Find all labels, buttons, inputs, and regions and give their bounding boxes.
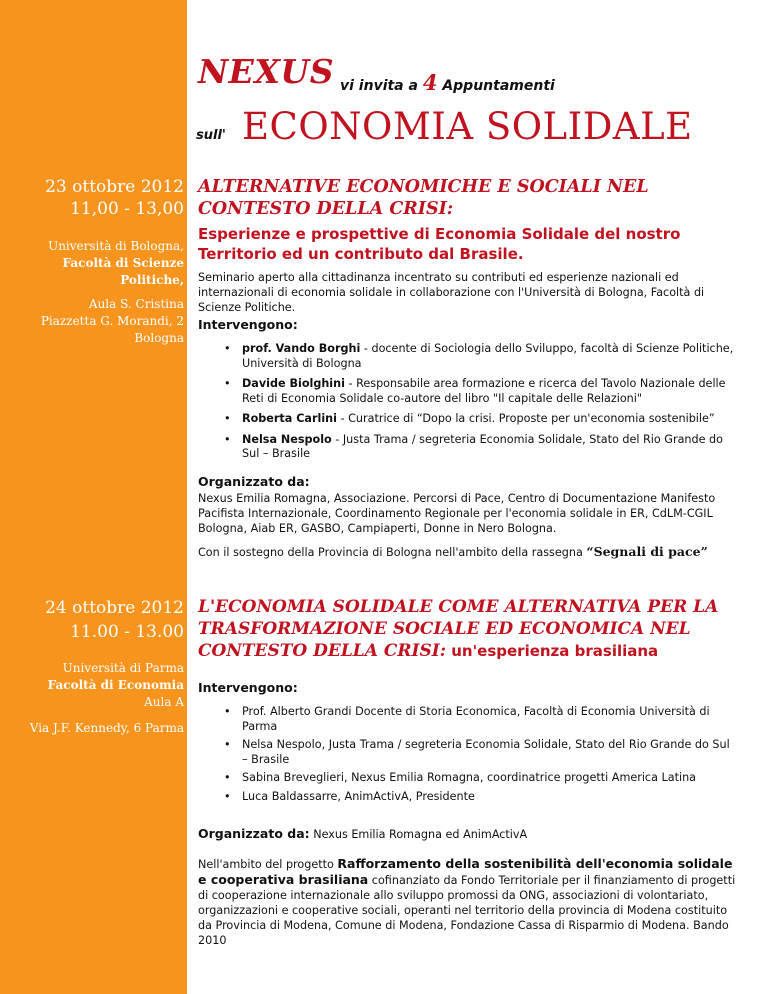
invite-line	[340, 70, 555, 95]
bullet-icon: •	[224, 705, 231, 718]
event1-speakers-label: Intervengono:	[198, 317, 298, 332]
event2-title-suffix: un'esperienza brasiliana	[445, 642, 659, 660]
event1-address: Piazzetta G. Morandi, 2	[40, 314, 184, 328]
event1-time: 11,00 - 13,00	[70, 199, 184, 219]
event2-venue-line2: Facoltà di Economia	[47, 678, 184, 692]
list-item: • Davide Biolghini - Responsabile area formazione e ricerca del Tavolo Nazionale delle Reti di Economia Solidale co-autore del libro "Il capitale delle Relazioni"	[224, 377, 726, 405]
invite-suffix: Appuntamenti	[442, 78, 555, 94]
list-item: • Luca Baldassarre, AnimActivA, Presidente	[224, 789, 475, 803]
event1-speakers-list	[198, 342, 738, 462]
list-item: • prof. Vando Borghi - docente di Sociologia dello Sviluppo, facoltà di Scienze Politiche, Università di Bologna	[224, 342, 734, 370]
sidebar-divider	[187, 0, 190, 994]
bullet-icon: •	[224, 412, 231, 425]
event1-room: Aula S. Cristina	[88, 297, 184, 311]
list-item: • Sabina Breveglieri, Nexus Emilia Romagna, coordinatrice progetti America Latina	[224, 771, 697, 784]
event2-speakers-label: Intervengono:	[198, 680, 298, 695]
invite-number: 4	[422, 70, 438, 95]
event2-date: 24 ottobre 2012	[45, 598, 184, 618]
bullet-icon: •	[224, 789, 231, 803]
event2-venue	[48, 660, 184, 711]
event1-venue	[48, 238, 184, 289]
event1-title: ALTERNATIVE ECONOMICHE E SOCIALI NEL CONTESTO DELLA CRISI:	[198, 177, 649, 219]
event2-section	[198, 596, 738, 948]
event2-organizers: Organizzato da: Nexus Emilia Romagna ed AnimActivA	[198, 826, 528, 841]
event2-venue-line1: Università di Parma	[62, 661, 184, 675]
main-title: ECONOMIA SOLIDALE	[242, 105, 693, 148]
event1-city: Bologna	[134, 331, 184, 345]
sull-label: sull'	[196, 128, 226, 143]
event1-subtitle: Esperienze e prospettive di Economia Solidale del nostro Territorio ed un contributo dal Brasile.	[198, 225, 681, 263]
event2-project: Nell'ambito del progetto Rafforzamento della sostenibilità dell'economia solidale e cooperativa brasiliana cofinanziato da Fondo Territoriale per il finanziamento di progetti di cooperazione internazionale allo sviluppo promossi da ONG, associazioni di volontariato, organizzazioni e cooperative sociali, operanti nel territorio della provincia di Modena costituito da Provincia di Modena, Comune di Modena, Fondazione Cassa di Risparmio di Modena. Bando 2010	[198, 856, 736, 947]
event1-organizers-label: Organizzato da:	[198, 473, 310, 489]
event1-venue-line1: Università di Bologna,	[48, 239, 184, 253]
event1-venue-line3: Politiche,	[120, 273, 184, 287]
bullet-icon: •	[224, 771, 231, 784]
list-item: • Prof. Alberto Grandi Docente di Storia Economica, Facoltà di Economia Università di Parma	[224, 705, 710, 733]
orange-sidebar	[0, 0, 187, 994]
event1-support: Con il sostegno della Provincia di Bologna nell'ambito della rassegna “Segnali di pace”	[198, 543, 708, 559]
event2-organizers-label: Organizzato da:	[198, 826, 310, 841]
nexus-title: NEXUS	[198, 52, 335, 91]
event2-title: L'ECONOMIA SOLIDALE COME ALTERNATIVA PER LA TRASFORMAZIONE SOCIALE ED ECONOMICA NEL CONTESTO DELLA CRISI: un'esperienza brasiliana	[198, 597, 719, 661]
list-item: • Roberta Carlini - Curatrice di “Dopo la crisi. Proposte per un'economia sostenibile”	[224, 412, 715, 425]
list-item: • Nelsa Nespolo, Justa Trama / segreteria Economia Solidale, Stato del Rio Grande do Sul – Brasile	[224, 738, 730, 766]
event2-time: 11.00 - 13.00	[70, 622, 184, 642]
event1-venue-line2: Facoltà di Scienze	[62, 256, 184, 270]
list-item: • Nelsa Nespolo - Justa Trama / segreteria Economia Solidale, Stato del Rio Grande do Sul – Brasile	[224, 432, 724, 460]
bullet-icon: •	[224, 432, 231, 446]
event1-section	[198, 176, 738, 560]
event1-location	[41, 296, 184, 347]
bullet-icon: •	[224, 342, 231, 355]
event1-date: 23 ottobre 2012	[45, 177, 184, 197]
bullet-icon: •	[224, 738, 231, 751]
bullet-icon: •	[224, 377, 231, 390]
event1-description: Seminario aperto alla cittadinanza incentrato su contributi ed esperienze nazionali ed internazionali di economia solidale in collaborazione con l'Università di Bologna, Facoltà di Scienze Politiche.	[198, 271, 705, 314]
event1-support-highlight: “Segnali di pace”	[586, 543, 708, 559]
event2-address: Via J.F. Kennedy, 6 Parma	[29, 721, 184, 735]
invite-prefix: vi invita a	[340, 78, 418, 94]
event2-room: Aula A	[144, 695, 184, 709]
event2-speakers-list	[198, 705, 738, 804]
event2-project-name: Rafforzamento della sostenibilità dell'economia solidale e cooperativa brasiliana	[198, 856, 733, 887]
event1-organizers: Nexus Emilia Romagna, Associazione. Percorsi di Pace, Centro di Documentazione Manifesto Pacifista Internazionale, Coordinamento Regionale per l'economia solidale in ER, CdLM-CGIL Bologna, Aiab ER, GASBO, Campiaperti, Donne in Nero Bologna.	[198, 491, 716, 535]
